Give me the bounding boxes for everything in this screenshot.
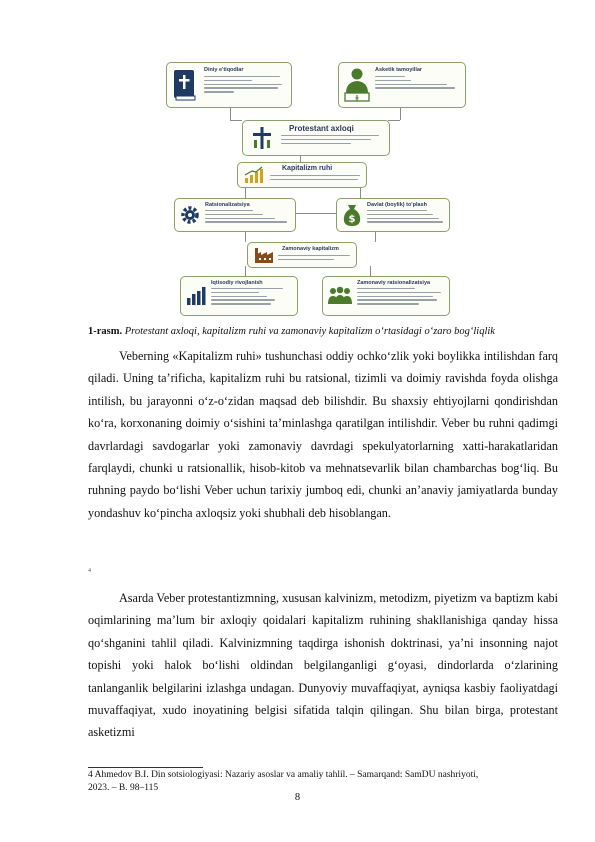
box-title: Asketik tamoyillar [375, 67, 423, 73]
caption-number: 1-rasm. [88, 326, 123, 337]
money-bag-icon [342, 203, 362, 227]
connector-arrow [245, 266, 246, 276]
connector-arrow [388, 120, 400, 121]
box-text-lines [278, 255, 352, 263]
praying-person-icon [343, 67, 371, 103]
box-text-lines [211, 288, 291, 307]
connector-arrow [370, 266, 371, 276]
factory-icon [254, 246, 274, 264]
box-ascetic-principles [338, 62, 466, 108]
box-title: Zamonaviy ratsionalizatsiya [357, 280, 431, 286]
body-paragraph-2: Asarda Veber protestantizmning, xususan kalvinizm, metodizm, piyetizm va baptizm kabi oqimlarining ma’lum bir axloqiy qoidalari kapitalizm ruhining shakllanishiga qanday hissa qo‘shganini tahlil qiladi. Kalvinizmning taqdirga ishonish doktrinasi, ya’ni insonning najot topishi yoki halok bo‘lishi oldindan belgilanganligi g‘oyasi, dindorlarda o‘zlarining tanlanganlik belgilarini izlashga undagan. Dunyoviy muvaffaqiyat, ayniqsa kasbiy faoliyatdagi muvaffaqiyat, xudo inoyatining belgisi sifatida talqin qilingan. Shu bilan birga, protestant asketizmi [88, 591, 558, 740]
bar-chart-icon [186, 286, 206, 306]
diagram-figure [0, 0, 595, 330]
box-text-lines [357, 288, 443, 307]
box-modern-capitalism [247, 242, 357, 268]
connector-arrow [400, 106, 401, 120]
connector-arrow [230, 120, 242, 121]
footnote-line-1: 4 Ahmedov B.I. Din sotsiologiyasi: Nazariy asoslar va amaliy tahlil. – Samarqand: SamDU nashriyoti, [88, 770, 479, 780]
connector-arrow [294, 213, 336, 214]
box-title: Zamonaviy kapitalizm [282, 246, 339, 252]
people-group-icon [327, 286, 353, 306]
box-text-lines [375, 76, 457, 91]
church-cross-icon [251, 126, 273, 150]
body-paragraph-1: Veberning «Kapitalizm ruhi» tushunchasi oddiy ochko‘zlik yoki boylikka intilishdan farq qiladi. Uning ta’rificha, kapitalizm ruhi bu ratsional, tizimli va doimiy ravishda foyda olishga intilish, bu jarayonni o‘z-o‘zidan maqsad deb bilishdir. Bu shaxsiy ehtiyojlarni qondirishdan ko‘ra, korxonaning doimiy o‘sishini ta’minlashga qaratilgan intilishdir. Veber bu ruhni qadimgi davrlardagi savdogarlar yoki zamonaviy davrdagi spekulyatorlarning xatti-harakatlaridan farqlaydi, chunki u ratsionallik, hisob-kitob va mehnatsevarlik bilan chambarchas bog‘liq. Bu ruhning paydo bo‘lishi Veber uchun tarixiy jumboq edi, chunki an’anaviy jamiyatlarda bunday yondashuv ko‘pincha axloqsiz yoki shubhali deb hisoblangan. [88, 349, 558, 520]
book-cross-icon [173, 69, 197, 101]
growth-chart-icon [244, 166, 264, 184]
box-title: Ratsionalizatsiya [205, 202, 250, 208]
box-text-lines [270, 175, 362, 183]
footnote-separator [88, 767, 203, 768]
box-title: Protestant axloqi [289, 124, 354, 133]
box-title: Kapitalizm ruhi [282, 165, 333, 172]
box-text-lines [281, 135, 381, 146]
box-spirit-of-capitalism [237, 162, 367, 188]
gear-icon [179, 204, 201, 226]
box-title: Diniy e'tiqodlar [204, 67, 244, 73]
svg-text:$: $ [348, 214, 356, 225]
connector-arrow [230, 106, 231, 120]
caption-text: Protestant axloqi, kapitalizm ruhi va zamonaviy kapitalizm o‘rtasidagi o‘zaro bog‘liqlik [124, 326, 495, 337]
svg-text:ǂ: ǂ [355, 94, 359, 102]
box-economic-development [180, 276, 298, 316]
box-modern-rationalization [322, 276, 450, 316]
box-text-lines [205, 210, 289, 225]
footnote-marker: 4 [88, 568, 91, 574]
box-rationalization [174, 198, 296, 232]
box-protestant-ethic [242, 120, 390, 156]
box-title: Davlat (boylik) to'plash [367, 202, 427, 208]
box-wealth-accumulation [336, 198, 450, 232]
figure-caption [88, 326, 558, 337]
box-religious-beliefs [166, 62, 292, 108]
box-text-lines [367, 210, 445, 225]
page-number: 8 [294, 792, 301, 803]
box-title: Iqtisodiy rivojlanish [211, 280, 263, 286]
box-text-lines [204, 76, 282, 95]
footnote-line-2: 2023. – B. 98–115 [88, 783, 159, 793]
